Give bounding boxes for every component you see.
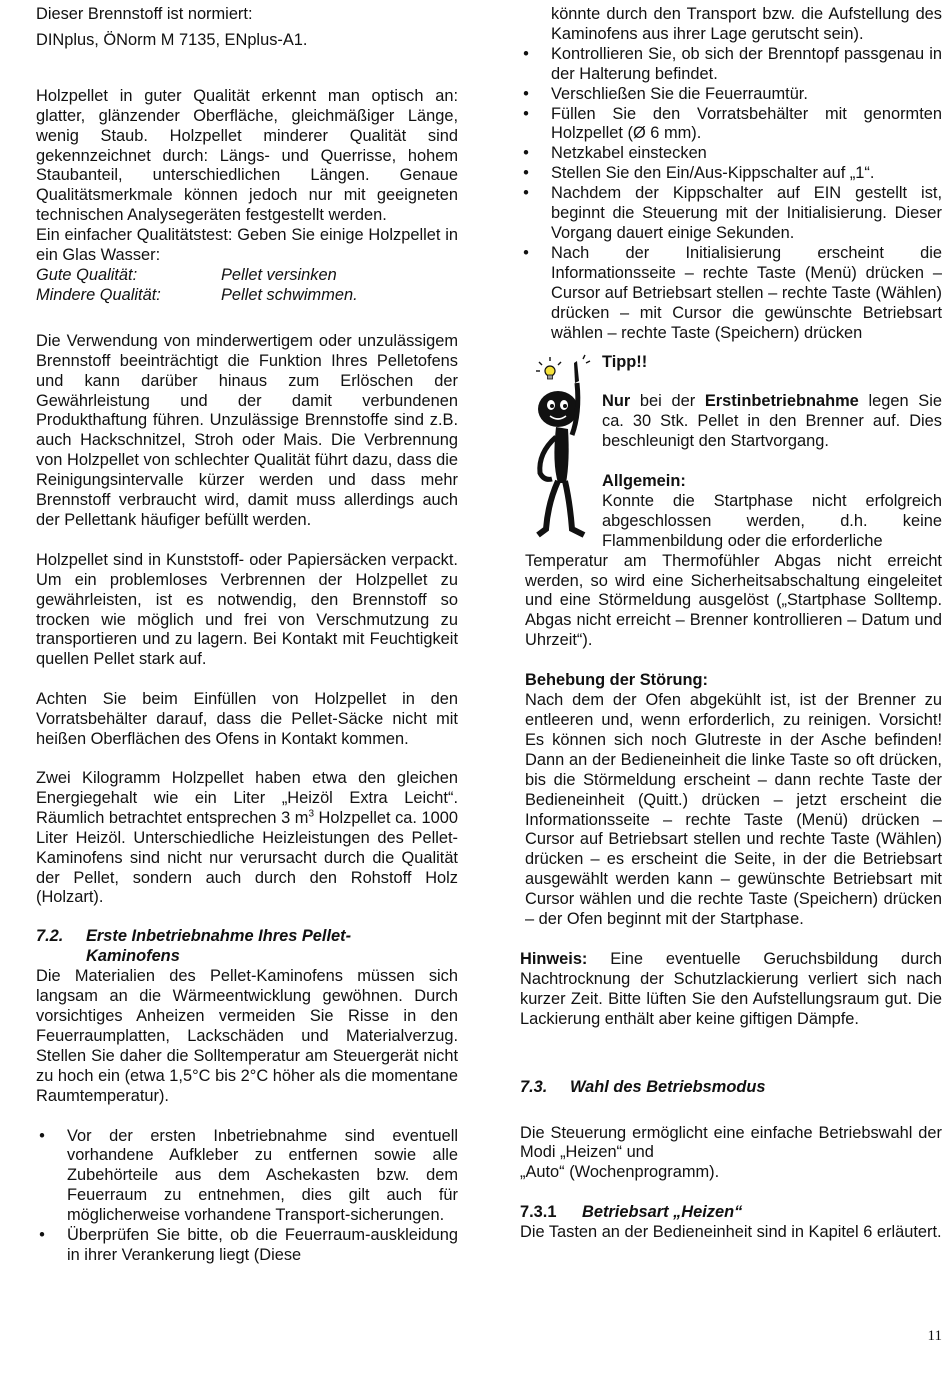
bullet-dot-icon: • (523, 144, 529, 163)
list-item: • Nach der Initialisierung erscheint die Informationsseite – rechte Taste (Menü) drücken – Cursor auf Betriebsart stellen – rechte Taste (Wählen) drücken – mit Cursor die gewünschte Betriebsart wählen – rechte Taste (Speichern) drücken (520, 244, 942, 344)
test-good-row (36, 266, 458, 286)
test-good-value: Pellet versinken (221, 265, 337, 284)
norm-intro: Dieser Brennstoff ist normiert: (36, 5, 253, 23)
bullet-dot-icon: • (523, 243, 529, 262)
keys-paragraph: Die Tasten an der Bedieneinheit sind in Kapitel 6 erläutert. (520, 1223, 942, 1242)
quality-test-paragraph: Ein einfacher Qualitätstest: Geben Sie einige Holzpellet in ein Glas Wasser: (36, 226, 458, 265)
bullet-dot-icon: • (523, 104, 529, 123)
cubic-superscript: 3 (308, 808, 314, 820)
norm-values: DINplus, ÖNorm M 7135, ENplus-A1. (36, 30, 308, 49)
subsection-title: Betriebsart „Heizen“ (582, 1203, 743, 1222)
list-item: • Stellen Sie den Ein/Aus-Kippschalter auf „1“. (520, 164, 942, 184)
first-startup-bullets (36, 1127, 458, 1266)
list-item: • Überprüfen Sie bitte, ob die Feuerraum-auskleidung in ihrer Verankerung liegt (Diese (36, 1226, 458, 1266)
note-paragraph: Hinweis: Eine eventuelle Geruchsbildung durch Nachtrocknung der Schutzlackierung verliert sich nach kurzer Zeit. Bitte lüften Sie den Aufstellungsraum gut. Die Lackierung enthält aber keine giftigen Dämpfe. (520, 949, 942, 1028)
continued-text: könnte durch den Transport bzw. die Aufstellung des Kaminofens aus ihrer Lage gerutscht sein). (551, 5, 942, 43)
list-item: • Vor der ersten Inbetriebnahme sind eventuell vorhandene Aufkleber zu entfernen sowie alle Zubehörteile aus dem Aschekasten bzw. dem Feuerraum zu entnehmen, dies gilt auch für möglicherweise vorhandene Transport-sicherungen. (36, 1127, 458, 1227)
list-item: • Nachdem der Kippschalter auf EIN gestellt ist, beginnt die Steuerung mit der Initialisierung. Dieser Vorgang dauert einige Sekunden. (520, 184, 942, 244)
section-title: Erste Inbetriebnahme Ihres Pellet-Kaminofens (86, 927, 352, 966)
section-heading-7-2 (36, 927, 458, 967)
list-item: • Kontrollieren Sie, ob sich der Brenntopf passgenau in der Halterung befindet. (520, 45, 942, 85)
bullet-dot-icon: • (39, 1226, 45, 1245)
fuel-use-paragraph: Die Verwendung von minderwertigem oder unzulässigem Brennstoff beeinträchtigt die Funktion Ihres Pelletofens und kann darüber hinaus zum Erlöschen der Gewährleistung und der damit verbundenen Produkthaftung führen. Unzulässige Brennstoffe sind z.B. auch Hackschnitzel, Stroh oder Mais. Die Verbrennung von Holzpellet von schlechter Qualität führt dazu, dass die Reinigungsintervalle kürzer werden und dass mehr Brennstoff verbraucht wird, damit muss allerdings auch der Pellettank häufiger befüllt werden. (36, 331, 458, 529)
note-label: Hinweis: (520, 949, 588, 968)
right-column (520, 5, 942, 1243)
list-item: • Füllen Sie den Vorratsbehälter mit genormten Holzpellet (Ø 6 mm). (520, 105, 942, 145)
section-heading-7-3 (520, 1078, 942, 1098)
list-item: • Netzkabel einstecken (520, 144, 942, 164)
tipp-title: Tipp!! (602, 353, 648, 372)
tipp-paragraph: Nur bei der Erstinbetriebnahme legen Sie ca. 30 Stk. Pellet in den Brenner auf. Dies beschleunigt den Startvorgang. (602, 392, 942, 451)
subsection-heading-7-3-1 (520, 1203, 942, 1223)
left-column (36, 5, 458, 1266)
quality-paragraph: Holzpellet in guter Qualität erkennt man optisch an: glatter, glänzender Oberfläche, gleichmäßiger Länge, wenig Staub. Holzpellet minderer Qualität sind gekennzeichnet durch: Längs- und Querrisse, hohem Staubanteil, unterschiedlichen Längen. Genaue Qualitätsmerkmale können jedoch nur mit geeigneten technischen Analysegeräten festgestellt werden. (36, 86, 458, 225)
bullet-dot-icon: • (39, 1126, 45, 1145)
idea-stick-figure-icon (528, 353, 600, 543)
section-number: 7.3. (520, 1077, 548, 1096)
bullet-dot-icon: • (523, 164, 529, 183)
mode-paragraph: Die Steuerung ermöglicht eine einfache Betriebswahl der Modi „Heizen“ und (520, 1123, 942, 1162)
mode-paragraph-continued: „Auto“ (Wochenprogramm). (520, 1163, 720, 1182)
tipp-block (520, 353, 942, 651)
filling-paragraph: Achten Sie beim Einfüllen von Holzpellet in den Vorratsbehälter darauf, dass die Pellet-Säcke nicht mit heißen Oberflächen des Ofens in Kontakt kommen. (36, 690, 458, 749)
packaging-paragraph: Holzpellet sind in Kunststoff- oder Papiersäcken verpackt. Um ein problemloses Verbrennen der Holzpellet zu gewährleisten, ist es notwendig, den Brennstoff so trocken wie möglich und frei von Verschmutzung zu transportieren und zu lagern. Bei Kontakt mit Feuchtigkeit quellen Pellet stark auf. (36, 550, 458, 669)
tipp-content (602, 353, 942, 551)
test-bad-label: Mindere Qualität: (36, 285, 161, 304)
bullet-dot-icon: • (523, 44, 529, 63)
bullet-dot-icon: • (523, 184, 529, 203)
materials-paragraph: Die Materialien des Pellet-Kaminofens müssen sich langsam an die Wärmeentwicklung gewöhnen. Durch vorsichtiges Anheizen vermeiden Sie Risse in den Feuerraumplatten, Lackschäden und Materialverzug. Stellen Sie daher die Solltemperatur am Steuergerät nicht zu hoch ein (etwa 1,5°C bis 2°C höher als die momentane Raumtemperatur). (36, 967, 458, 1105)
startup-steps-bullets (520, 45, 942, 344)
page-number: 11 (927, 1328, 942, 1345)
general-paragraph-continued: Temperatur am Thermofühler Abgas nicht erreicht werden, so wird eine Sicherheitsabschaltung eingeleitet und eine Störmeldung ausgelöst („Startphase Solltemp. Abgas nicht erreicht – Brenner kontrollieren – Datum und Uhrzeit“). (525, 551, 942, 650)
bullet-dot-icon: • (523, 84, 529, 103)
test-good-label: Gute Qualität: (36, 265, 138, 284)
fix-paragraph: Nach dem der Ofen abgekühlt ist, ist der Brenner zu entleeren und, wenn erforderlich, zu reinigen. Vorsicht! Es können sich noch Glutreste in der Asche befinden! Dann an der Bedieneinheit die linke Taste so oft drücken, bis die Störmeldung erscheint – dann rechte Taste der Bedieneinheit (Quitt.) drücken – jetzt erscheint die Informationsseite – rechte Taste (Menü) drücken – Cursor auf Betriebsart stellen und rechte Taste (Wählen) drücken – es erscheint die Seite, in der die Betriebsart ausgewählt werden kann – gewünschte Betriebsart mit Cursor wählen und die rechte Taste (Speichern) drücken – der Ofen beginnt mit der Startphase. (525, 691, 942, 929)
energy-paragraph: Zwei Kilogramm Holzpellet haben etwa den gleichen Energiegehalt wie ein Liter „Heizöl Extra Leicht“. Räumlich betrachtet entsprechen 3 $m^3$ Holzpellet ca. 1000 Liter Heizöl. Unterschiedliche Heizleistungen des Pellet-Kaminofens sind nicht nur verursacht durch die Qualität der Pellet, sondern auch durch den Rohstoff Holz (Holzart). (36, 769, 458, 907)
section-title: Wahl des Betriebsmodus (570, 1077, 766, 1096)
fix-title: Behebung der Störung: (525, 671, 709, 690)
general-paragraph-indented: Konnte die Startphase nicht erfolgreich abgeschlossen werden, d.h. keine Flammenbildung oder die erforderliche (602, 491, 942, 550)
subsection-number: 7.3.1 (520, 1203, 557, 1222)
test-bad-value: Pellet schwimmen. (221, 285, 358, 304)
section-number: 7.2. (36, 927, 64, 946)
list-item: • Verschließen Sie die Feuerraumtür. (520, 85, 942, 105)
general-title: Allgemein: (602, 472, 686, 491)
test-bad-row (36, 286, 458, 306)
